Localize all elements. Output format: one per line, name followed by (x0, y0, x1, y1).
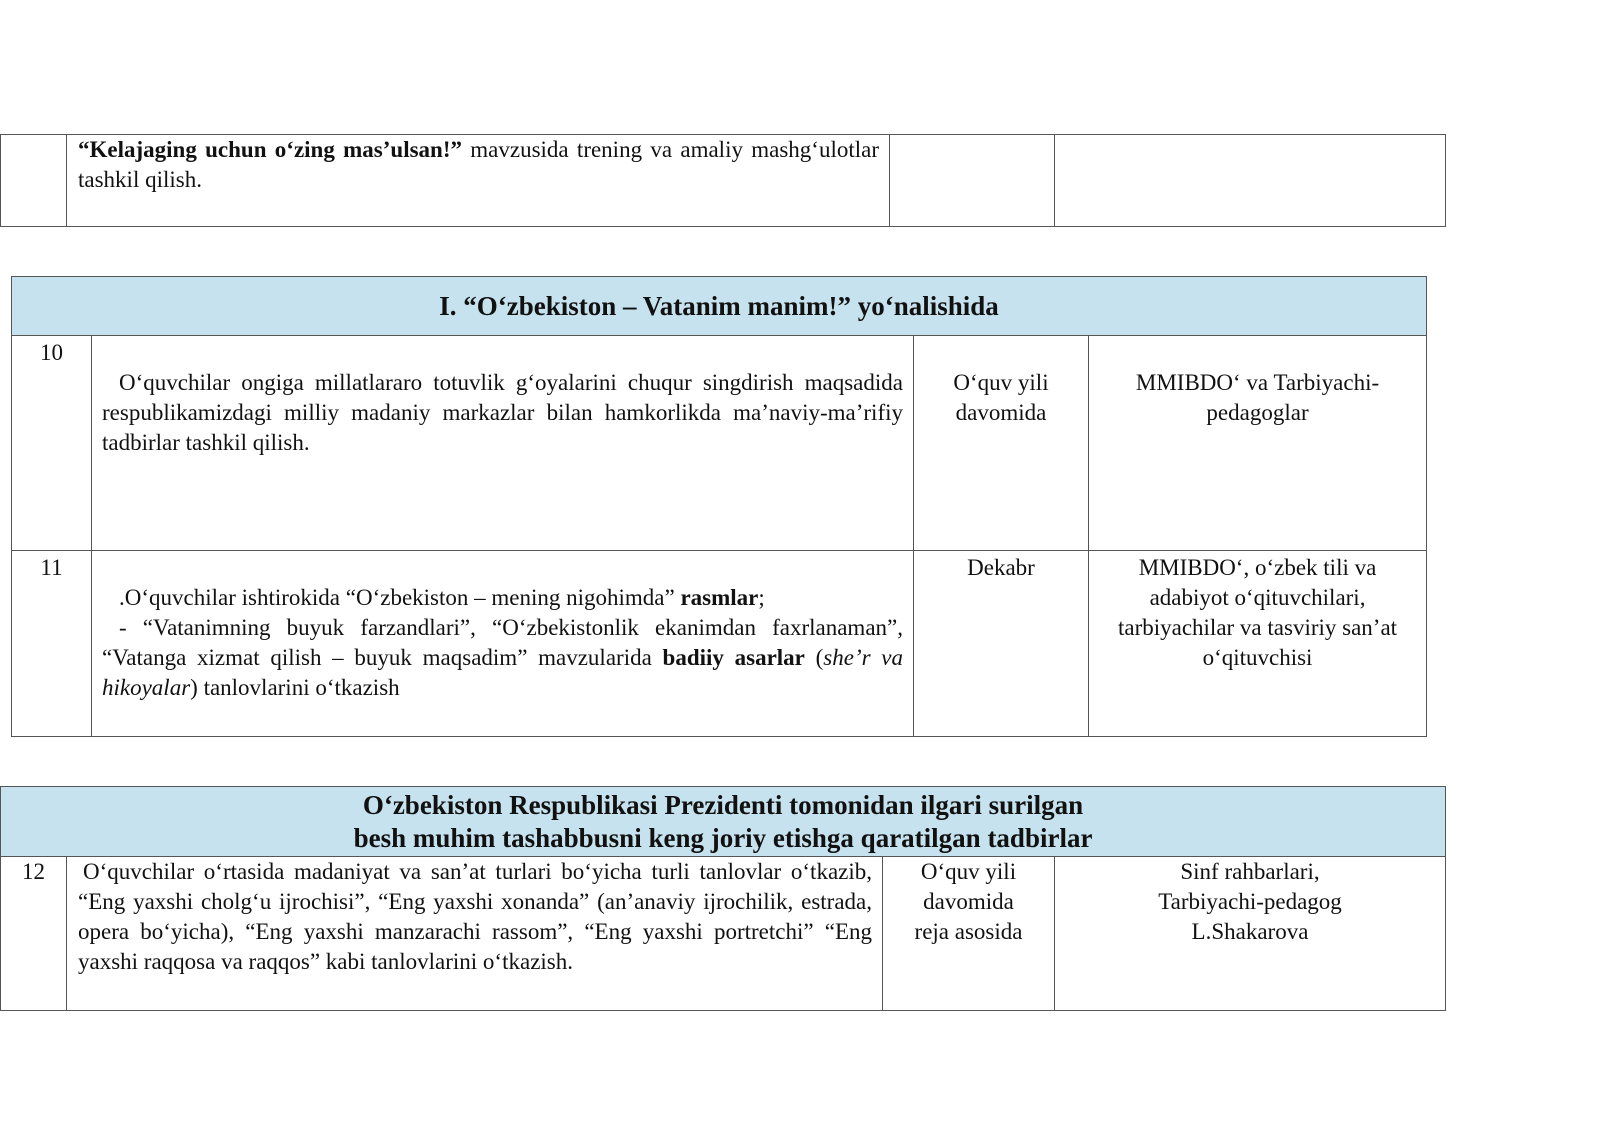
table-row (1, 135, 1446, 227)
plan-table-continued (0, 134, 1446, 227)
table-row (12, 336, 1427, 551)
section-header: I. “O‘zbekiston – Vatanim manim!” yo‘nalishida (12, 277, 1427, 336)
row-number: 11 (12, 551, 92, 737)
activity-cell (67, 135, 890, 227)
section-header (1, 787, 1446, 857)
activity-text: mavzusida trening va amaliy mashg‘ulotlar tashkil qilish. (78, 137, 879, 192)
activity-cell: O‘quvchilar ongiga millatlararo totuvlik g‘oyalarini chuqur singdirish maqsadida respublikamizdagi milliy madaniy markazlar bilan hamkorlikda ma’naviy-ma’rifiy tadbirlar tashkil qilish. (92, 336, 914, 551)
activity-cell (92, 551, 914, 737)
table-row (1, 857, 1446, 1011)
section-header-row (1, 787, 1446, 857)
activity-line-1: .O‘quvchilar ishtirokida “O‘zbekiston – mening nigohimda” rasmlar; (119, 585, 765, 610)
row-number: 10 (12, 336, 92, 551)
row-number (1, 135, 67, 227)
section-header-line-1: O‘zbekiston Respublikasi Prezidenti tomonidan ilgari surilgan (362, 789, 1084, 820)
responsible-cell: MMIBDO‘, o‘zbek tili va adabiyot o‘qituvchilari, tarbiyachilar va tasviriy san’at o‘qituvchisi (1089, 551, 1427, 737)
table-row (12, 551, 1427, 737)
row-number: 12 (1, 857, 67, 1011)
activity-cell: O‘quvchilar o‘rtasida madaniyat va san’at turlari bo‘yicha turli tanlovlar o‘tkazib, “Eng yaxshi cholg‘u ijrochisi”, “Eng yaxshi xonanda” (an’anaviy ijrochilik, estrada, opera bo‘yicha), “Eng yaxshi manzarachi rassom”, “Eng yaxshi portretchi” “Eng yaxshi raqqosa va raqqos” kabi tanlovlarini o‘tkazish. (67, 857, 883, 1011)
time-cell: Dekabr (914, 551, 1089, 737)
section-vatanim-table (11, 276, 1427, 737)
section-header-row (12, 277, 1427, 336)
responsible-cell: Sinf rahbarlari, Tarbiyachi-pedagog L.Shakarova (1055, 857, 1446, 1011)
section-header-line-2: besh muhim tashabbusni keng joriy etishga qaratilgan tadbirlar (353, 822, 1093, 853)
time-cell: O‘quv yili davomida (914, 336, 1089, 551)
responsible-cell: MMIBDO‘ va Tarbiyachi-pedagoglar (1089, 336, 1427, 551)
time-cell (890, 135, 1055, 227)
responsible-cell (1055, 135, 1446, 227)
activity-title: “Kelajaging uchun o‘zing mas’ulsan!” (78, 137, 462, 162)
time-cell: O‘quv yili davomida reja asosida (883, 857, 1055, 1011)
section-initiatives-table (0, 786, 1446, 1011)
activity-line-2: - “Vatanimning buyuk farzandlari”, “O‘zbekistonlik ekanimdan faxrlanaman”, “Vatanga xizmat qilish – buyuk maqsadim” mavzularida badiiy asarlar (she’r va hikoyalar) tanlovlarini o‘tkazish (102, 615, 903, 700)
